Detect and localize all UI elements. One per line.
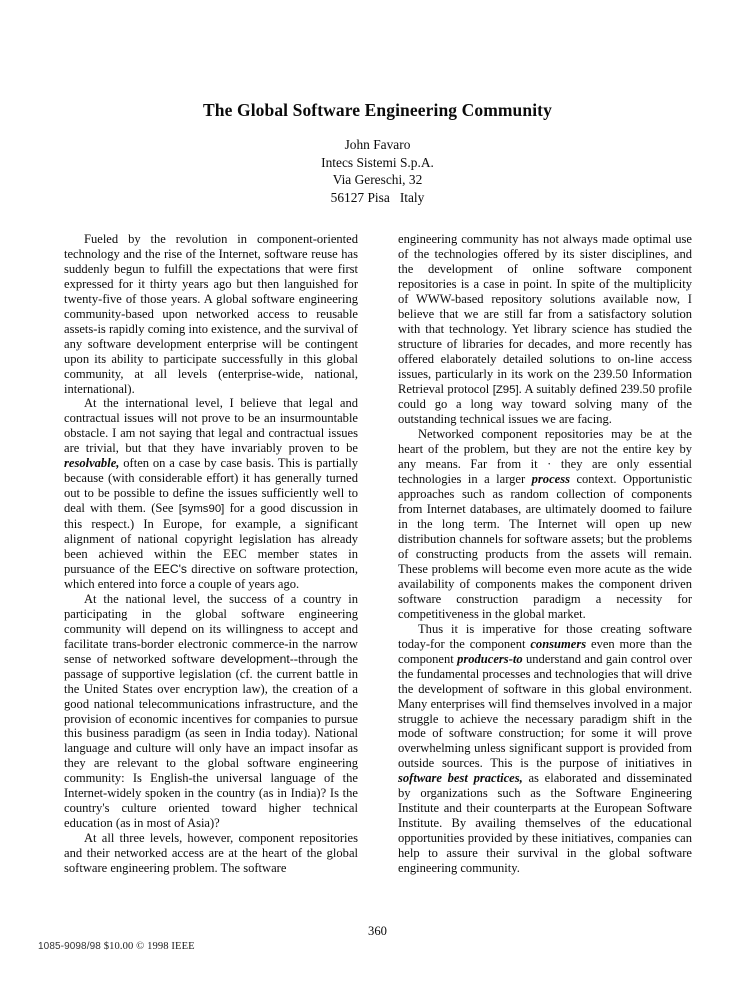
text-run: . A suitably defined 239.50 profile could go a long way toward solving many of the outstanding technical issues we are facing. (398, 381, 692, 427)
body-columns (64, 232, 692, 897)
left-column (64, 232, 358, 897)
text-run: At the international level, I believe that legal and contractual issues will not prove to be an insurmountable obstacle. I am not saying that legal and contractual issues are trivial, but that they have invariably proven to be (64, 396, 358, 456)
text-run: -through the passage of supportive legislation (cf. the current battle in the United States over encryption law), the creation of a good national telecommunications infrastructure, and the provision of economic incentives for companies to pursue this business paradigm (as seen in India today). National language and culture will only have an impact insofar as they are relevant to the global software engineering community: Is English-the universal language of the Internet-widely spoken in the country (as in India)? Is the country's culture oriented toward higher technical education (as in most of Asia)? (64, 651, 358, 831)
paragraph (398, 232, 692, 427)
text-run: even more than the component (398, 636, 692, 666)
text-run: engineering community has not always made optimal use of the technologies offered by its sister disciplines, and the development of online software component repositories is a case in point. In spite of the multiplicity of WWW-based repository solutions available now, I believe that we are still far from a satisfactory solution with that technology. Yet library science has studied the structure of libraries for decades, and more recently has offered elaborately detailed solutions to on-line access issues, particularly in its work on the 239.50 Information Retrieval protocol (398, 232, 692, 396)
paragraph: At all three levels, however, component repositories and their networked access are at the heart of the global software engineering problem. The software (64, 831, 358, 876)
paragraph (64, 396, 358, 591)
text-run: At the national level, the success of a country in participating in the global software engineering community will depend on its willingness to accept and facilitate trans-border electronic commerce-in the narrow sense of networked software (64, 591, 358, 666)
paragraph (398, 427, 692, 621)
page-title: The Global Software Engineering Community (203, 99, 552, 120)
copyright-issn: 1085-9098/98 (38, 941, 101, 952)
text-run: as elaborated and disseminated by organizations such as the Software Engineering Institute and their counterparts at the European Software Institute. By availing themselves of the educational opportunities provided by these initiatives, companies can help to assure their survival in the global software engineering community. (398, 771, 693, 876)
copyright-symbol: © (136, 941, 145, 952)
author-city: 56127 Pisa Italy (330, 189, 425, 205)
author-name: John Favaro (344, 137, 411, 152)
text-run: Thus it is imperative for those creating software today-for the component (398, 621, 692, 651)
text-run-development: development- (220, 651, 294, 666)
emphasis-producers: producers-to (457, 651, 523, 666)
copyright-year-publisher: 1998 IEEE (147, 941, 195, 952)
paragraph: Fueled by the revolution in component-oriented technology and the rise of the Internet, software reuse has suddenly begun to fulfill the expectations that were first expressed for it thirty years ago but then languished for twenty-five of those years. A global software engineering community-based upon networked access to reusable assets-is rapidly coming into existence, and the survival of any software development enterprise will be contingent upon its ability to participate successfully in this global community, at all levels (enterprise-wide, national, international). (64, 232, 358, 396)
emphasis-process: process (531, 472, 570, 487)
citation-z95: [Z95] (492, 383, 519, 396)
text-run: Networked component repositories may be at the heart of the problem, but they are not the entire key by any means. Far from it · they are only essential technologies in a larger (398, 427, 692, 487)
text-run: for a good discussion in this respect.) In Europe, for example, a significant alignment of national copyright legislation has already been achieved within the EEC member states in pursuance of the (64, 501, 358, 576)
emphasis-resolvable: resolvable, (64, 456, 120, 471)
copyright-price: $10.00 (103, 941, 134, 952)
author-block (60, 136, 695, 206)
text-run: understand and gain control over the fundamental processes and technologies that will drive the development of software in this global environment. Many enterprises will find themselves involved in a major struggle to achieve the necessary paradigm shift in the mode of software construction; for some it will prove overwhelming unless significant support is provided from outside sources. This is the purpose of initiatives in (398, 651, 692, 771)
text-run-eec: EEC's (153, 561, 187, 576)
emphasis-best-practices: software best practices, (398, 771, 523, 786)
text-run: context. Opportunistic approaches such as random collection of components from Internet databases, are ultimately doomed to failure in the long term. The Internet will open up new distribution channels for software assets; but the problems of constructing products from the assets will remain. These problems will become even more acute as the wide availability of components makes the component driven software construction paradigm a necessity for competitiveness in the global market. (398, 472, 692, 621)
author-affiliation: Intecs Sistemi S.p.A. (321, 154, 434, 170)
copyright-line (38, 941, 195, 952)
text-run: often on a case by case basis. This is partially because (with considerable effort) it has generally turned out to be possible to define the issues sufficiently well to deal with them. (See (64, 456, 358, 516)
paragraph (64, 592, 358, 831)
author-street: Via Gereschi, 32 (332, 172, 423, 188)
right-column (398, 232, 692, 897)
paragraph (398, 622, 692, 876)
citation-syms90: [syms90] (178, 503, 225, 516)
emphasis-consumers: consumers (530, 636, 587, 651)
text-run: directive on software protection, which entered into force a couple of years ago. (64, 561, 358, 591)
page-number: 360 (368, 924, 387, 938)
